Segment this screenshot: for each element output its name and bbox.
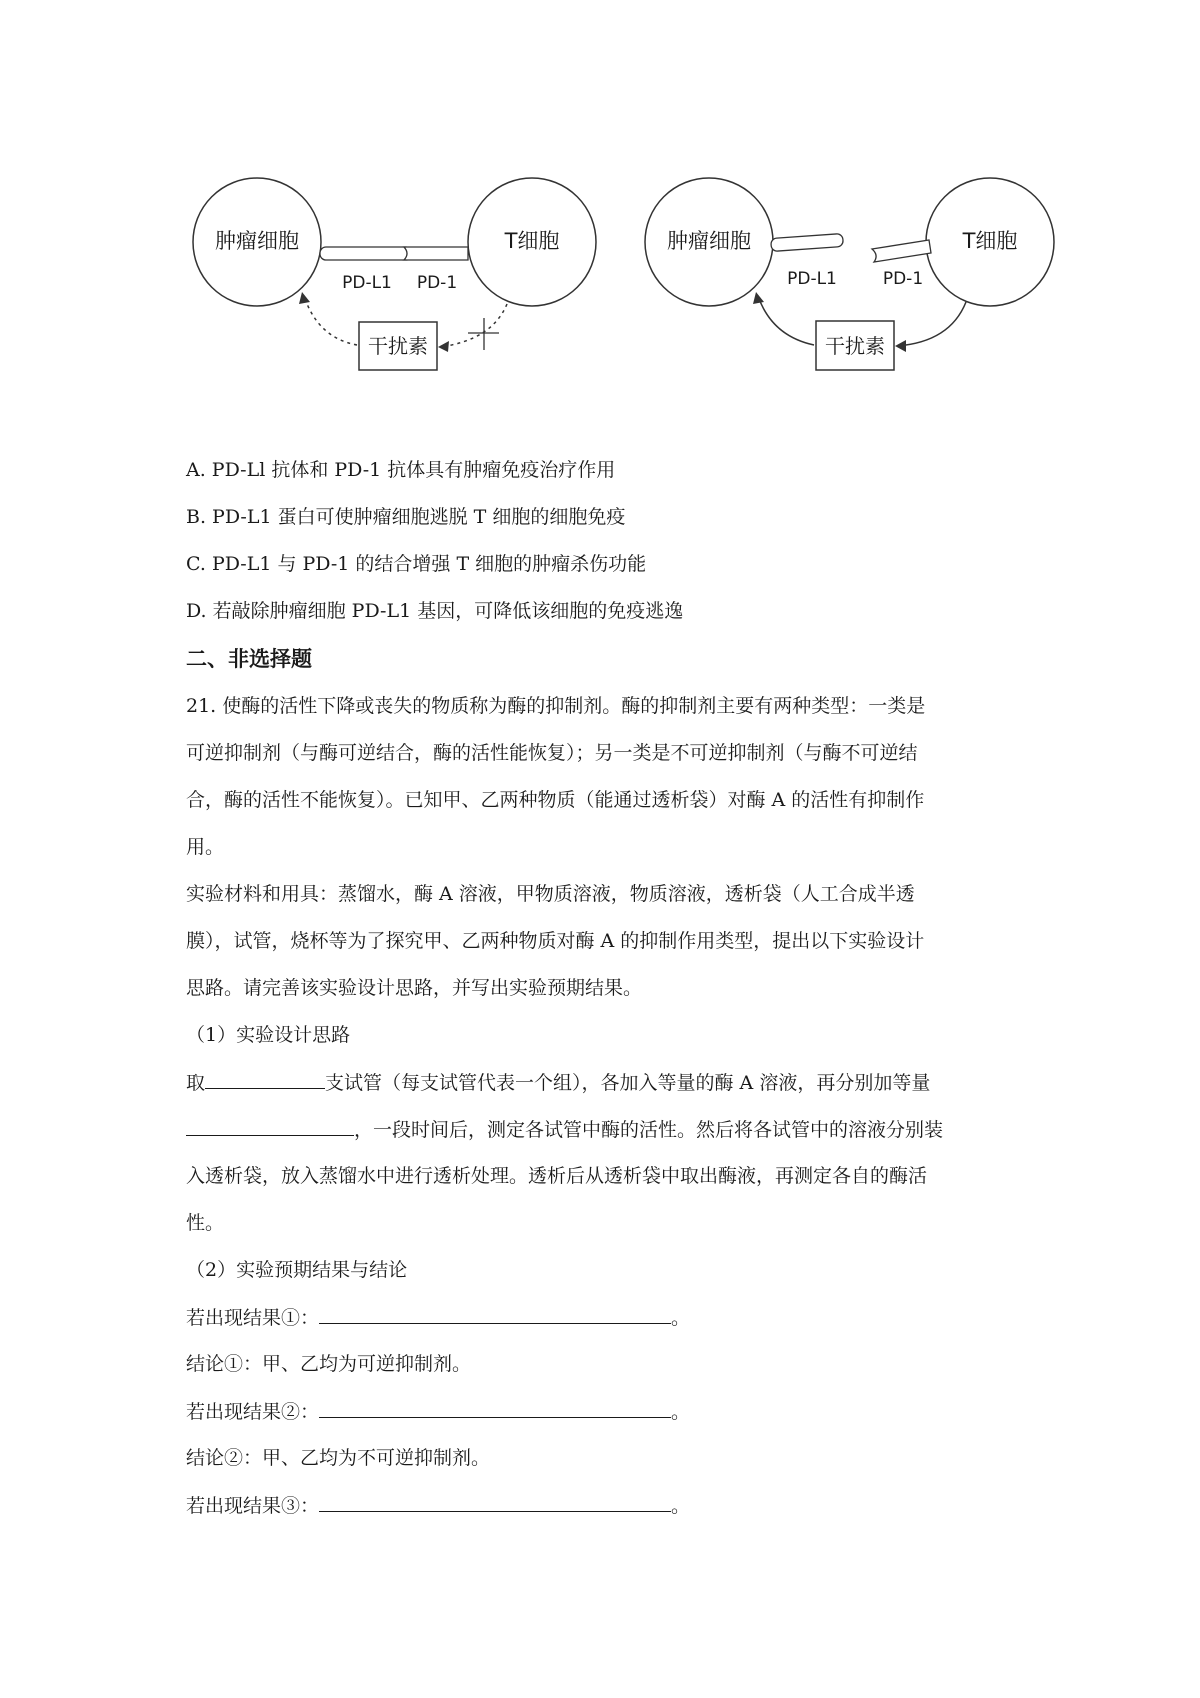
- right-interferon-to-tumor-arrow: [758, 296, 814, 345]
- treatment-blank[interactable]: [186, 1115, 354, 1136]
- right-t-cell-label: T细胞: [962, 229, 1018, 253]
- left-tumor-cell-label: 肿瘤细胞: [215, 229, 299, 253]
- left-pdl1-label: PD-L1: [342, 273, 392, 293]
- materials-line-3: 思路。请完善该实验设计思路，并写出实验预期结果。: [186, 977, 643, 999]
- right-tumor-cell-label: 肿瘤细胞: [667, 229, 751, 253]
- right-tcell-to-interferon-arrow: [897, 302, 966, 346]
- left-diagram: [193, 178, 596, 370]
- result-2-period: 。: [671, 1401, 691, 1423]
- left-pd1-bar: [404, 247, 468, 260]
- pd1-pdl1-diagram: [0, 0, 1200, 400]
- right-pd1-bar: [872, 240, 931, 262]
- right-arrowhead-interferon: [895, 340, 906, 352]
- right-interferon-label: 干扰素: [825, 334, 885, 358]
- right-arrowhead-tumor: [753, 292, 764, 304]
- result-2-line: [186, 1397, 1016, 1426]
- part-1-title: （1）实验设计思路: [186, 1024, 351, 1046]
- question-21-intro-line-2: 可逆抑制剂（与酶可逆结合，酶的活性能恢复）；另一类是不可逆抑制剂（与酶不可逆结: [186, 742, 918, 764]
- left-interferon-to-tumor-dashed-arrow: [304, 296, 357, 345]
- result-2-blank[interactable]: [319, 1397, 671, 1418]
- part-2-title: （2）实验预期结果与结论: [186, 1259, 408, 1281]
- option-b: B. PD-L1 蛋白可使肿瘤细胞逃脱 T 细胞的细胞免疫: [186, 506, 626, 528]
- result-3-period: 。: [671, 1495, 691, 1517]
- left-t-cell-label: T细胞: [504, 229, 560, 253]
- tube-count-blank[interactable]: [205, 1068, 325, 1089]
- right-pdl1-bar: [771, 234, 844, 252]
- right-pdl1-label: PD-L1: [787, 269, 837, 289]
- left-arrowhead-tumor: [299, 292, 310, 304]
- part-1-line-1: [186, 1068, 1016, 1097]
- left-interferon-label: 干扰素: [368, 334, 428, 358]
- option-c: C. PD-L1 与 PD-1 的结合增强 T 细胞的肿瘤杀伤功能: [186, 553, 647, 575]
- result-1-blank[interactable]: [319, 1303, 671, 1324]
- left-tcell-to-interferon-dashed-arrow: [440, 304, 507, 347]
- result-3-line: [186, 1491, 1016, 1520]
- option-d: D. 若敲除肿瘤细胞 PD-L1 基因，可降低该细胞的免疫逃逸: [186, 600, 684, 622]
- question-21-intro-line-3: 合，酶的活性不能恢复）。已知甲、乙两种物质（能通过透析袋）对酶 A 的活性有抑制作: [186, 789, 925, 811]
- right-diagram: [645, 178, 1054, 370]
- part-1-line-4: 性。: [186, 1212, 225, 1234]
- left-pdl1-bar: [320, 247, 412, 260]
- left-arrowhead-interferon: [438, 341, 449, 352]
- conclusion-1: 结论①：甲、乙均为可逆抑制剂。: [186, 1353, 472, 1375]
- result-3-blank[interactable]: [319, 1491, 671, 1512]
- left-pd1-label: PD-1: [416, 273, 458, 293]
- part-1-line-1-rest: 支试管（每支试管代表一个组），各加入等量的酶 A 溶液，再分别加等量: [325, 1072, 931, 1094]
- question-21-intro-line-1: 21. 使酶的活性下降或丧失的物质称为酶的抑制剂。酶的抑制剂主要有两种类型：一类是: [186, 695, 926, 717]
- part-1-line-1-prefix: 取: [186, 1072, 206, 1094]
- part-1-line-2-text: ，一段时间后，测定各试管中酶的活性。然后将各试管中的溶液分别装: [354, 1119, 944, 1141]
- result-3-label: 若出现结果③：: [186, 1495, 320, 1517]
- option-a: A. PD-Ll 抗体和 PD-1 抗体具有肿瘤免疫治疗作用: [186, 459, 616, 481]
- part-1-line-3: 入透析袋，放入蒸馏水中进行透析处理。透析后从透析袋中取出酶液，再测定各自的酶活: [186, 1165, 928, 1187]
- question-21-intro-line-4: 用。: [186, 836, 225, 858]
- result-1-line: [186, 1303, 1016, 1332]
- materials-line-1: 实验材料和用具：蒸馏水，酶 A 溶液，甲物质溶液，物质溶液，透析袋（人工合成半透: [186, 883, 915, 905]
- result-1-label: 若出现结果①：: [186, 1307, 320, 1329]
- materials-line-2: 膜），试管，烧杯等为了探究甲、乙两种物质对酶 A 的抑制作用类型，提出以下实验设计: [186, 930, 925, 952]
- right-pd1-label: PD-1: [882, 269, 924, 289]
- result-2-label: 若出现结果②：: [186, 1401, 320, 1423]
- result-1-period: 。: [671, 1307, 691, 1329]
- section-title: 二、非选择题: [186, 647, 312, 671]
- part-1-line-2: [186, 1115, 1016, 1144]
- conclusion-2: 结论②：甲、乙均为不可逆抑制剂。: [186, 1447, 491, 1469]
